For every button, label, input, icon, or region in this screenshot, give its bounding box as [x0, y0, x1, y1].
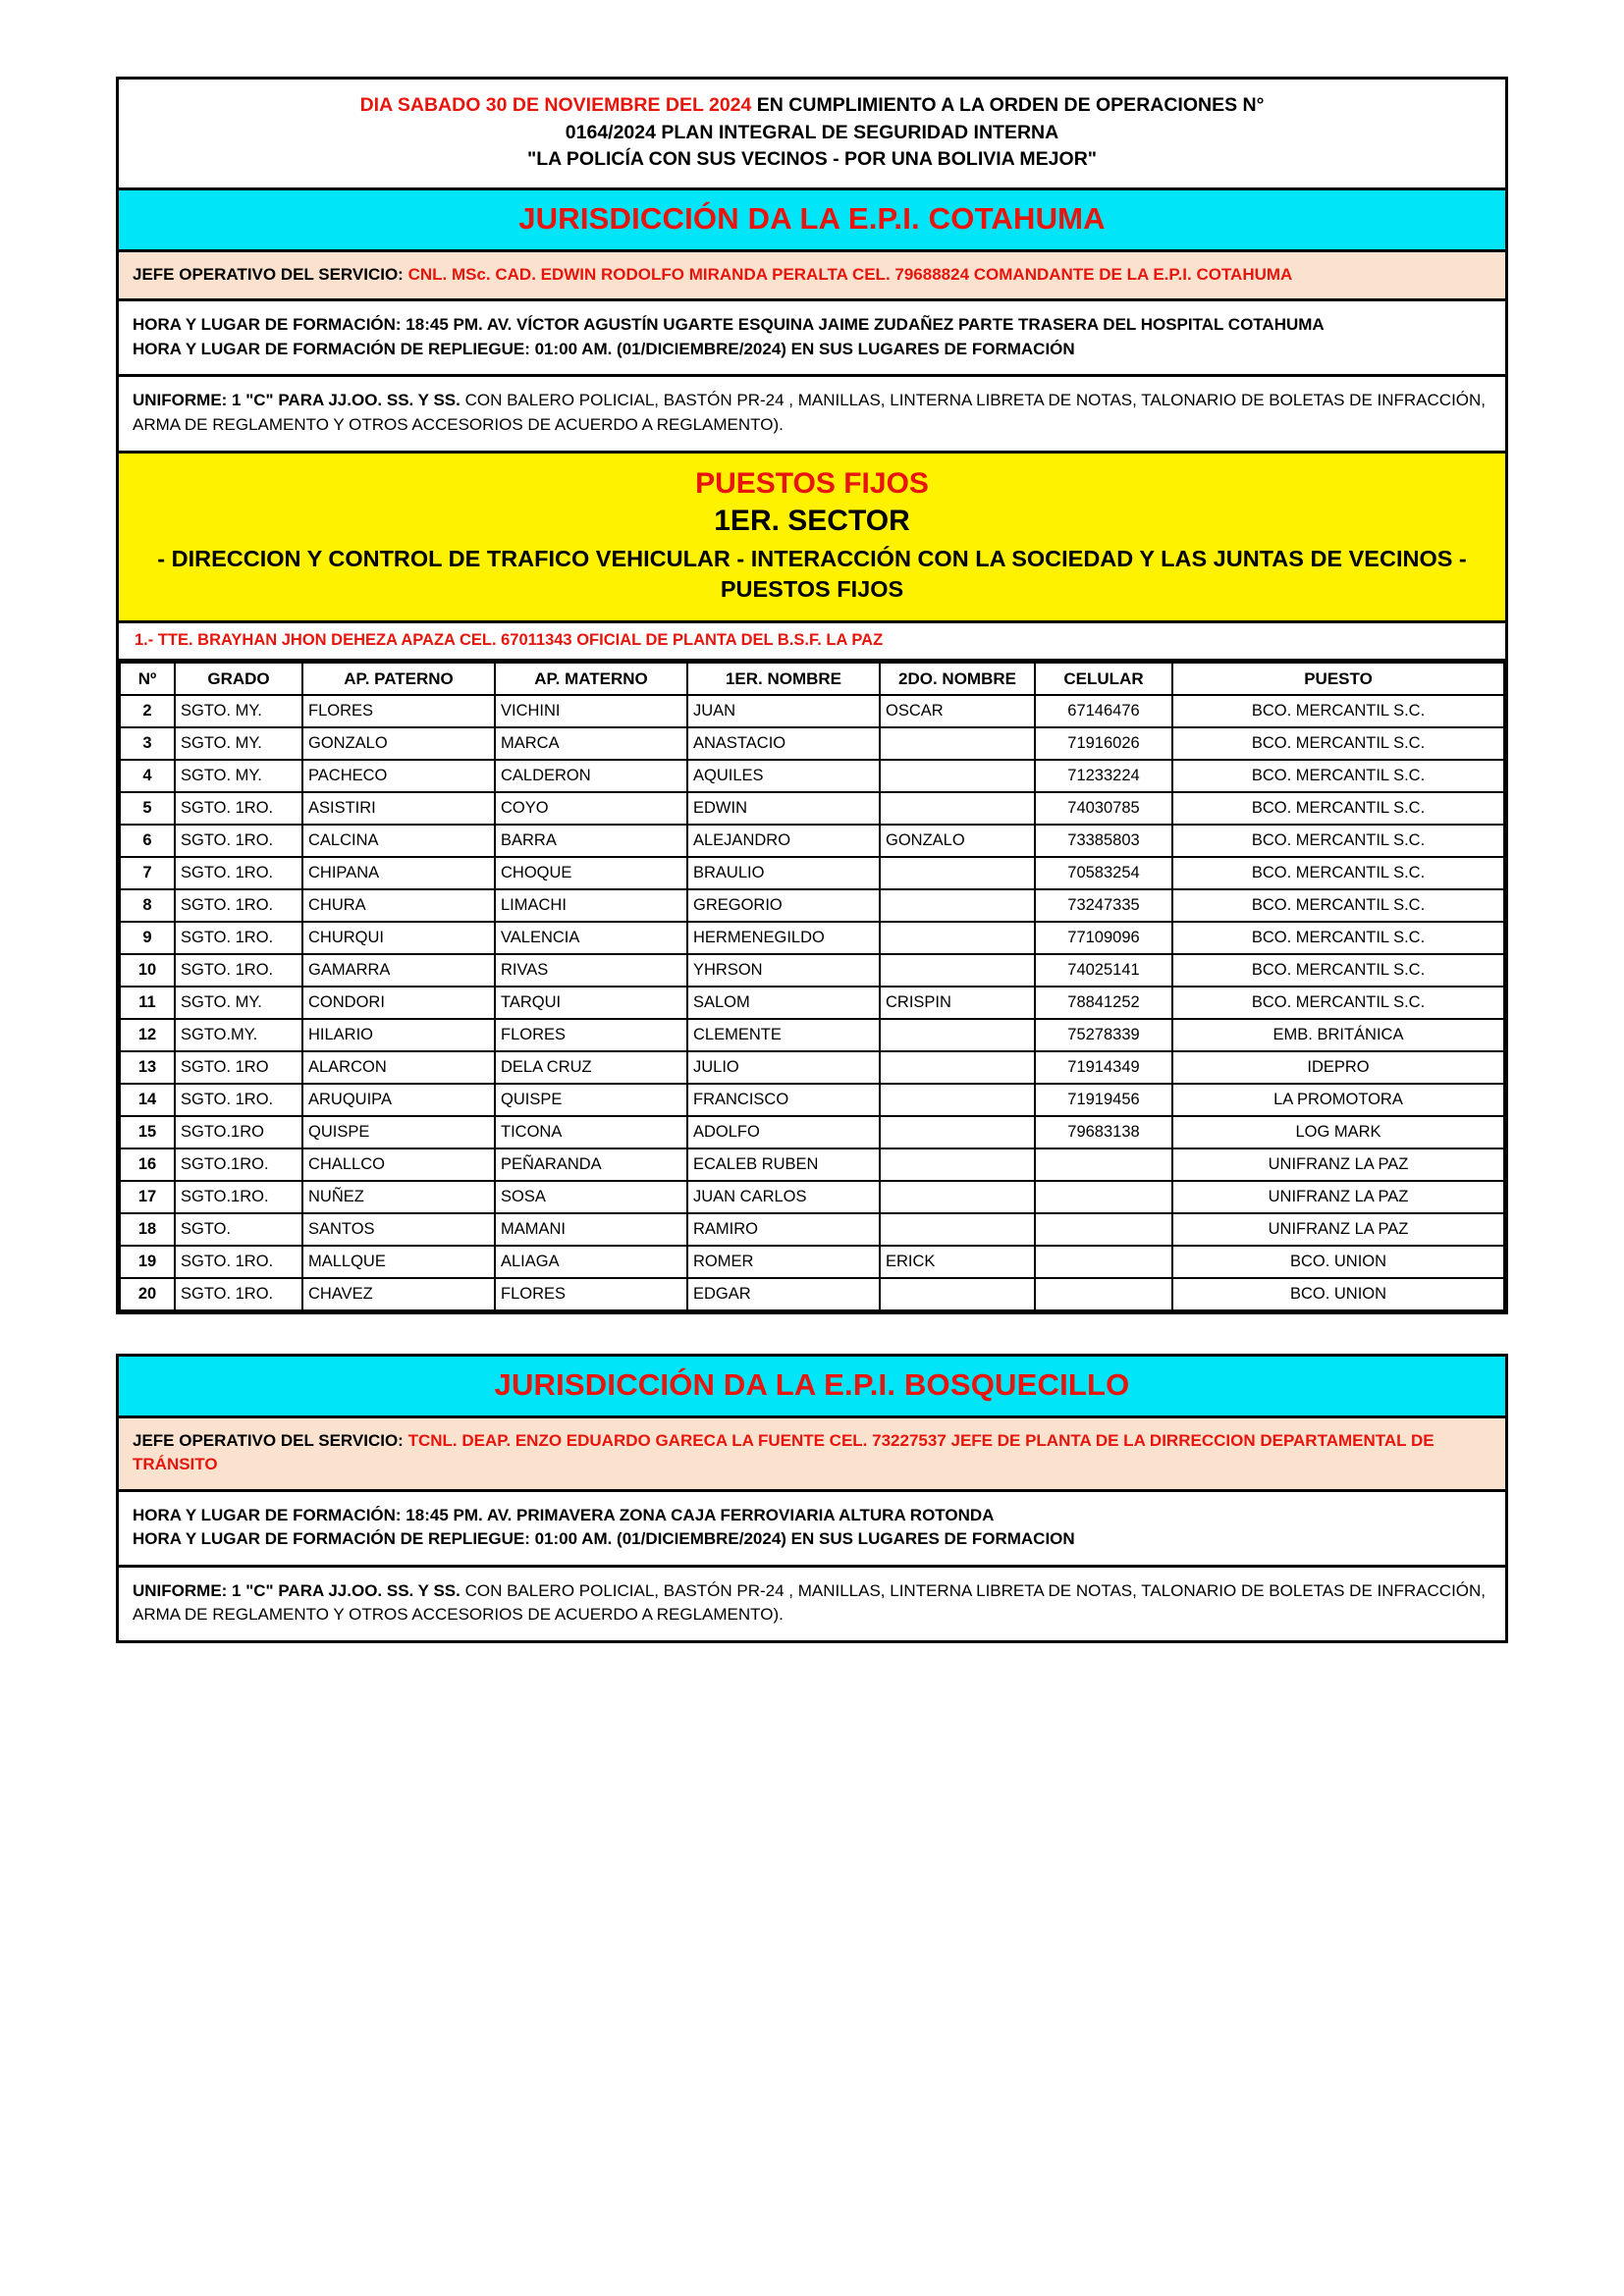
cell-segundo-nombre: [880, 727, 1035, 760]
cell-ap-paterno: CHURA: [302, 889, 495, 922]
cell-grado: SGTO. 1RO.: [175, 1084, 302, 1116]
cell-ap-materno: DELA CRUZ: [495, 1051, 687, 1084]
table-row: [120, 1019, 1504, 1051]
col-num: Nº: [120, 663, 175, 695]
cell-celular: 71914349: [1035, 1051, 1172, 1084]
cell-segundo-nombre: [880, 1051, 1035, 1084]
cell-celular: 73385803: [1035, 825, 1172, 857]
section-gap: [116, 1314, 1508, 1354]
cell-puesto: BCO. UNION: [1172, 1246, 1504, 1278]
jurisdiction-title-cotahuma: JURISDICCIÓN DA LA E.P.I. COTAHUMA: [119, 190, 1505, 252]
table-row: [120, 987, 1504, 1019]
table-row: [120, 857, 1504, 889]
cell-ap-paterno: GONZALO: [302, 727, 495, 760]
cell-ap-materno: SOSA: [495, 1181, 687, 1213]
cell-puesto: EMB. BRITÁNICA: [1172, 1019, 1504, 1051]
cell-puesto: LA PROMOTORA: [1172, 1084, 1504, 1116]
cell-grado: SGTO.MY.: [175, 1019, 302, 1051]
cell-ap-paterno: CHAVEZ: [302, 1278, 495, 1310]
table-row: [120, 954, 1504, 987]
cell-celular: 74025141: [1035, 954, 1172, 987]
cell-num: 9: [120, 922, 175, 954]
cell-ap-materno: LIMACHI: [495, 889, 687, 922]
operative-chief-label-2: JEFE OPERATIVO DEL SERVICIO:: [133, 1431, 404, 1451]
cell-puesto: BCO. MERCANTIL S.C.: [1172, 889, 1504, 922]
cell-ap-paterno: CHIPANA: [302, 857, 495, 889]
table-header-row: [120, 663, 1504, 695]
cell-celular: 71233224: [1035, 760, 1172, 792]
cell-segundo-nombre: [880, 760, 1035, 792]
cell-ap-paterno: CALCINA: [302, 825, 495, 857]
cell-grado: SGTO. 1RO: [175, 1051, 302, 1084]
cell-ap-materno: BARRA: [495, 825, 687, 857]
cell-celular: 74030785: [1035, 792, 1172, 825]
cell-primer-nombre: YHRSON: [687, 954, 880, 987]
cell-primer-nombre: JUAN: [687, 695, 880, 727]
cell-segundo-nombre: [880, 1278, 1035, 1310]
cell-puesto: UNIFRANZ LA PAZ: [1172, 1213, 1504, 1246]
cell-celular: 70583254: [1035, 857, 1172, 889]
cell-num: 17: [120, 1181, 175, 1213]
table-row: [120, 922, 1504, 954]
uniform-label-2: UNIFORME: 1 "C" PARA JJ.OO. SS. Y SS.: [133, 1580, 460, 1600]
cell-ap-paterno: GAMARRA: [302, 954, 495, 987]
cell-ap-materno: COYO: [495, 792, 687, 825]
cell-segundo-nombre: [880, 1213, 1035, 1246]
table-row: [120, 1213, 1504, 1246]
cell-ap-paterno: SANTOS: [302, 1213, 495, 1246]
cell-ap-paterno: ALARCON: [302, 1051, 495, 1084]
cell-ap-materno: RIVAS: [495, 954, 687, 987]
formation-time-place: HORA Y LUGAR DE FORMACIÓN: 18:45 PM. AV. VÍCTOR AGUSTÍN UGARTE ESQUINA JAIME ZUDAÑEZ PARTE TRASERA DEL HOSPITAL COTAHUMA: [133, 315, 1325, 335]
cell-ap-paterno: CHURQUI: [302, 922, 495, 954]
cell-puesto: BCO. MERCANTIL S.C.: [1172, 857, 1504, 889]
cell-grado: SGTO. 1RO.: [175, 792, 302, 825]
cell-primer-nombre: JUAN CARLOS: [687, 1181, 880, 1213]
table-row: [120, 695, 1504, 727]
cell-grado: SGTO. 1RO.: [175, 889, 302, 922]
cell-grado: SGTO. 1RO.: [175, 857, 302, 889]
table-row: [120, 1148, 1504, 1181]
col-primer-nombre: 1ER. NOMBRE: [687, 663, 880, 695]
table-row: [120, 1116, 1504, 1148]
operative-chief-cotahuma: [119, 252, 1505, 301]
order-ref-label: EN CUMPLIMIENTO A LA ORDEN DE OPERACIONES N°: [751, 94, 1265, 116]
cell-primer-nombre: BRAULIO: [687, 857, 880, 889]
cell-num: 13: [120, 1051, 175, 1084]
cell-celular: [1035, 1181, 1172, 1213]
cell-ap-paterno: PACHECO: [302, 760, 495, 792]
cell-puesto: IDEPRO: [1172, 1051, 1504, 1084]
col-celular: CELULAR: [1035, 663, 1172, 695]
uniform-details: CON BALERO POLICIAL, BASTÓN PR-24 , MANILLAS, LINTERNA LIBRETA DE NOTAS, TALONARIO DE BOLETAS DE INFRACCIÓN, ARMA DE REGLAMENTO Y OTROS ACCESORIOS DE ACUERDO A REGLAMENTO).: [133, 391, 1487, 435]
cell-puesto: BCO. MERCANTIL S.C.: [1172, 922, 1504, 954]
formation-info-bosquecillo: [119, 1492, 1505, 1568]
cell-num: 2: [120, 695, 175, 727]
cell-segundo-nombre: [880, 922, 1035, 954]
page-bottom-space: [116, 1643, 1508, 1967]
cell-num: 6: [120, 825, 175, 857]
cell-puesto: BCO. MERCANTIL S.C.: [1172, 954, 1504, 987]
uniform-info-bosquecillo: [119, 1568, 1505, 1640]
table-row: [120, 760, 1504, 792]
formation-time-place-2: HORA Y LUGAR DE FORMACIÓN: 18:45 PM. AV. PRIMAVERA ZONA CAJA FERROVIARIA ALTURA ROTONDA: [133, 1505, 995, 1524]
planta-officer-line: 1.- TTE. BRAYHAN JHON DEHEZA APAZA CEL. 67011343 OFICIAL DE PLANTA DEL B.S.F. LA PAZ: [119, 623, 1505, 662]
cell-segundo-nombre: CRISPIN: [880, 987, 1035, 1019]
table-row: [120, 1278, 1504, 1310]
order-header: [119, 80, 1505, 190]
table-row: [120, 825, 1504, 857]
cell-puesto: BCO. MERCANTIL S.C.: [1172, 825, 1504, 857]
cell-ap-materno: ALIAGA: [495, 1246, 687, 1278]
cell-grado: SGTO. 1RO.: [175, 954, 302, 987]
table-row: [120, 727, 1504, 760]
withdrawal-time-place-2: HORA Y LUGAR DE FORMACIÓN DE REPLIEGUE: 01:00 AM. (01/DICIEMBRE/2024) EN SUS LUGARES DE FORMACION: [133, 1529, 1075, 1549]
cell-ap-materno: MARCA: [495, 727, 687, 760]
withdrawal-time-place: HORA Y LUGAR DE FORMACIÓN DE REPLIEGUE: 01:00 AM. (01/DICIEMBRE/2024) EN SUS LUGARES DE FORMACIÓN: [133, 339, 1075, 358]
order-header-line1: [133, 92, 1491, 120]
cell-grado: SGTO. 1RO.: [175, 825, 302, 857]
section-bosquecillo: [116, 1354, 1508, 1643]
cell-num: 5: [120, 792, 175, 825]
jurisdiction-title-bosquecillo: JURISDICCIÓN DA LA E.P.I. BOSQUECILLO: [119, 1357, 1505, 1418]
cell-segundo-nombre: [880, 1116, 1035, 1148]
cell-primer-nombre: EDGAR: [687, 1278, 880, 1310]
cell-ap-paterno: NUÑEZ: [302, 1181, 495, 1213]
formation-info-cotahuma: [119, 301, 1505, 377]
cell-ap-paterno: CONDORI: [302, 987, 495, 1019]
cell-puesto: BCO. MERCANTIL S.C.: [1172, 760, 1504, 792]
cell-puesto: BCO. UNION: [1172, 1278, 1504, 1310]
cell-ap-materno: VICHINI: [495, 695, 687, 727]
order-header-line2: 0164/2024 PLAN INTEGRAL DE SEGURIDAD INTERNA: [565, 121, 1059, 143]
cell-grado: SGTO. MY.: [175, 695, 302, 727]
cell-celular: 71916026: [1035, 727, 1172, 760]
cell-primer-nombre: SALOM: [687, 987, 880, 1019]
cell-ap-materno: FLORES: [495, 1278, 687, 1310]
table-row: [120, 792, 1504, 825]
cell-segundo-nombre: [880, 792, 1035, 825]
cell-puesto: UNIFRANZ LA PAZ: [1172, 1181, 1504, 1213]
operative-chief-value: CNL. MSc. CAD. EDWIN RODOLFO MIRANDA PERALTA CEL. 79688824 COMANDANTE DE LA E.P.I. COTAHUMA: [407, 265, 1293, 285]
cell-grado: SGTO. 1RO.: [175, 1246, 302, 1278]
operative-chief-value-2: TCNL. DEAP. ENZO EDUARDO GARECA LA FUENTE CEL. 73227537 JEFE DE PLANTA DE LA DIRRECCION DEPARTAMENTAL DE TRÁNSITO: [133, 1431, 1435, 1474]
cell-celular: [1035, 1246, 1172, 1278]
cell-primer-nombre: ANASTACIO: [687, 727, 880, 760]
cell-num: 19: [120, 1246, 175, 1278]
cell-ap-paterno: CHALLCO: [302, 1148, 495, 1181]
operative-chief-label: JEFE OPERATIVO DEL SERVICIO:: [133, 265, 404, 285]
cell-ap-materno: TICONA: [495, 1116, 687, 1148]
roster-table: [119, 662, 1505, 1311]
cell-celular: 71919456: [1035, 1084, 1172, 1116]
cell-ap-materno: QUISPE: [495, 1084, 687, 1116]
section-cotahuma: [116, 77, 1508, 1314]
cell-celular: 67146476: [1035, 695, 1172, 727]
cell-num: 4: [120, 760, 175, 792]
cell-segundo-nombre: [880, 954, 1035, 987]
sector-title: 1ER. SECTOR: [714, 505, 910, 538]
cell-puesto: BCO. MERCANTIL S.C.: [1172, 792, 1504, 825]
cell-ap-materno: CHOQUE: [495, 857, 687, 889]
cell-puesto: BCO. MERCANTIL S.C.: [1172, 727, 1504, 760]
cell-primer-nombre: AQUILES: [687, 760, 880, 792]
cell-primer-nombre: ROMER: [687, 1246, 880, 1278]
cell-ap-paterno: QUISPE: [302, 1116, 495, 1148]
table-row: [120, 889, 1504, 922]
operative-chief-bosquecillo: [119, 1418, 1505, 1491]
cell-grado: SGTO. 1RO.: [175, 1278, 302, 1310]
fixed-posts-title: PUESTOS FIJOS: [695, 466, 929, 500]
cell-grado: SGTO.1RO: [175, 1116, 302, 1148]
cell-primer-nombre: ECALEB RUBEN: [687, 1148, 880, 1181]
cell-ap-paterno: HILARIO: [302, 1019, 495, 1051]
cell-ap-materno: MAMANI: [495, 1213, 687, 1246]
cell-segundo-nombre: OSCAR: [880, 695, 1035, 727]
cell-num: 16: [120, 1148, 175, 1181]
cell-num: 8: [120, 889, 175, 922]
cell-primer-nombre: RAMIRO: [687, 1213, 880, 1246]
cell-num: 12: [120, 1019, 175, 1051]
cell-ap-materno: FLORES: [495, 1019, 687, 1051]
cell-grado: SGTO.1RO.: [175, 1181, 302, 1213]
cell-segundo-nombre: [880, 889, 1035, 922]
cell-segundo-nombre: GONZALO: [880, 825, 1035, 857]
cell-num: 7: [120, 857, 175, 889]
cell-num: 14: [120, 1084, 175, 1116]
cell-primer-nombre: ADOLFO: [687, 1116, 880, 1148]
cell-segundo-nombre: [880, 857, 1035, 889]
cell-ap-materno: CALDERON: [495, 760, 687, 792]
cell-ap-paterno: ARUQUIPA: [302, 1084, 495, 1116]
order-header-line3: "LA POLICÍA CON SUS VECINOS - POR UNA BOLIVIA MEJOR": [526, 148, 1098, 171]
fixed-posts-banner: [119, 454, 1505, 624]
cell-primer-nombre: EDWIN: [687, 792, 880, 825]
cell-ap-paterno: FLORES: [302, 695, 495, 727]
cell-ap-materno: TARQUI: [495, 987, 687, 1019]
cell-celular: [1035, 1213, 1172, 1246]
uniform-label: UNIFORME: 1 "C" PARA JJ.OO. SS. Y SS.: [133, 391, 460, 410]
cell-grado: SGTO. MY.: [175, 727, 302, 760]
uniform-info-cotahuma: [119, 377, 1505, 453]
cell-grado: SGTO. MY.: [175, 760, 302, 792]
col-grado: GRADO: [175, 663, 302, 695]
cell-ap-paterno: ASISTIRI: [302, 792, 495, 825]
table-row: [120, 1181, 1504, 1213]
cell-num: 10: [120, 954, 175, 987]
cell-celular: [1035, 1148, 1172, 1181]
cell-grado: SGTO.1RO.: [175, 1148, 302, 1181]
cell-primer-nombre: CLEMENTE: [687, 1019, 880, 1051]
cell-celular: 78841252: [1035, 987, 1172, 1019]
cell-celular: 79683138: [1035, 1116, 1172, 1148]
cell-celular: 77109096: [1035, 922, 1172, 954]
uniform-details-2: CON BALERO POLICIAL, BASTÓN PR-24 , MANILLAS, LINTERNA LIBRETA DE NOTAS, TALONARIO DE BOLETAS DE INFRACCIÓN, ARMA DE REGLAMENTO Y OTROS ACCESORIOS DE ACUERDO A REGLAMENTO).: [133, 1580, 1487, 1625]
cell-segundo-nombre: [880, 1181, 1035, 1213]
cell-segundo-nombre: [880, 1019, 1035, 1051]
sector-description: - DIRECCION Y CONTROL DE TRAFICO VEHICULAR - INTERACCIÓN CON LA SOCIEDAD Y LAS JUNTAS DE VECINOS - PUESTOS FIJOS: [157, 546, 1467, 603]
cell-num: 18: [120, 1213, 175, 1246]
col-ap-paterno: AP. PATERNO: [302, 663, 495, 695]
col-ap-materno: AP. MATERNO: [495, 663, 687, 695]
cell-celular: 75278339: [1035, 1019, 1172, 1051]
cell-puesto: LOG MARK: [1172, 1116, 1504, 1148]
cell-segundo-nombre: [880, 1084, 1035, 1116]
cell-puesto: BCO. MERCANTIL S.C.: [1172, 695, 1504, 727]
col-segundo-nombre: 2DO. NOMBRE: [880, 663, 1035, 695]
cell-ap-materno: VALENCIA: [495, 922, 687, 954]
cell-segundo-nombre: [880, 1148, 1035, 1181]
order-date: DIA SABADO 30 DE NOVIEMBRE DEL 2024: [359, 94, 752, 116]
cell-puesto: UNIFRANZ LA PAZ: [1172, 1148, 1504, 1181]
cell-num: 3: [120, 727, 175, 760]
cell-puesto: BCO. MERCANTIL S.C.: [1172, 987, 1504, 1019]
cell-grado: SGTO.: [175, 1213, 302, 1246]
cell-primer-nombre: FRANCISCO: [687, 1084, 880, 1116]
table-row: [120, 1246, 1504, 1278]
cell-primer-nombre: ALEJANDRO: [687, 825, 880, 857]
roster-table-wrapper: [119, 662, 1505, 1314]
cell-ap-paterno: MALLQUE: [302, 1246, 495, 1278]
cell-primer-nombre: HERMENEGILDO: [687, 922, 880, 954]
cell-segundo-nombre: ERICK: [880, 1246, 1035, 1278]
cell-grado: SGTO. 1RO.: [175, 922, 302, 954]
cell-primer-nombre: JULIO: [687, 1051, 880, 1084]
cell-primer-nombre: GREGORIO: [687, 889, 880, 922]
cell-num: 11: [120, 987, 175, 1019]
cell-grado: SGTO. MY.: [175, 987, 302, 1019]
cell-celular: [1035, 1278, 1172, 1310]
col-puesto: PUESTO: [1172, 663, 1504, 695]
cell-celular: 73247335: [1035, 889, 1172, 922]
cell-ap-materno: PEÑARANDA: [495, 1148, 687, 1181]
cell-num: 15: [120, 1116, 175, 1148]
table-row: [120, 1051, 1504, 1084]
cell-num: 20: [120, 1278, 175, 1310]
table-row: [120, 1084, 1504, 1116]
